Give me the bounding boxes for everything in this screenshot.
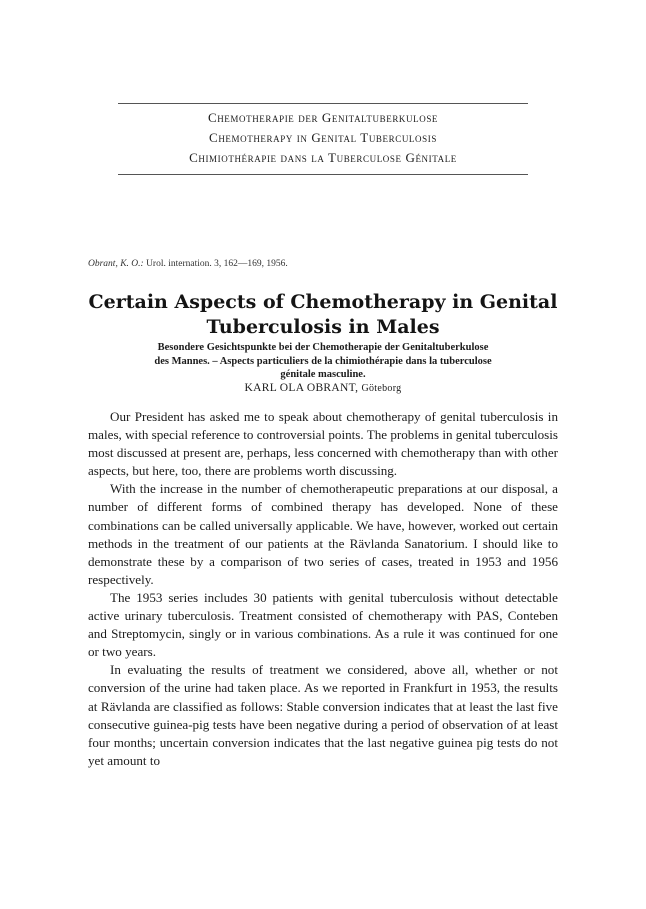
header-line-english: Chemotherapy in Genital Tuberculosis bbox=[209, 130, 437, 145]
article-subtitle bbox=[88, 341, 558, 382]
body-paragraph: The 1953 series includes 30 patients with genital tuberculosis without detectable active urinary tuberculosis. Treatment consisted of chemotherapy with PAS, Conteben and Streptomycin, singly or in various combinations. As a rule it was continued for one or two years. bbox=[88, 589, 558, 660]
subtitle-line: des Mannes. – Aspects particuliers de la chimiothérapie dans la tuberculose bbox=[154, 355, 492, 367]
subtitle-line: Besondere Gesichtspunkte bei der Chemotherapie der Genitaltuberkulose bbox=[157, 342, 489, 353]
body-paragraph: With the increase in the number of chemotherapeutic preparations at our disposal, a number of different forms of combined therapy has developed. None of these combinations can be called universally applicable. We have, however, worked out certain methods in the treatment of our patients at the Rävlanda Sanatorium. I should like to demonstrate these by a comparison of two series of cases, treated in 1953 and 1956 respectively. bbox=[88, 481, 558, 587]
body-paragraph: In evaluating the results of treatment we considered, above all, whether or not conversion of the urine had taken place. As we reported in Frankfurt in 1953, the results at Rävlanda are classified as follows: Stable conversion indicates that at least the last five consecutive guinea-pig tests have been negative during a period of observation of at least four months; uncertain conversion indicates that the last negative guinea pig tests do not yet amount to bbox=[88, 662, 558, 768]
citation bbox=[88, 259, 288, 269]
article-title: Certain Aspects of Chemotherapy in Genital Tuberculosis in Males bbox=[88, 291, 558, 338]
section-header bbox=[118, 108, 528, 168]
header-line-german: Chemotherapie der Genitaltuberkulose bbox=[207, 110, 439, 125]
article-body bbox=[88, 408, 558, 770]
header-top-rule bbox=[118, 103, 528, 104]
header-line-french: Chimiothérapie dans la Tuberculose Génitale bbox=[189, 150, 457, 165]
author-city: Göteborg bbox=[361, 383, 402, 394]
citation-source: Urol. internation. 3, 162—169, 1956. bbox=[146, 259, 288, 269]
header-bottom-rule bbox=[118, 174, 528, 175]
author-line bbox=[88, 382, 558, 394]
author-name: KARL OLA OBRANT, bbox=[244, 382, 359, 394]
subtitle-line: génitale masculine. bbox=[280, 369, 366, 380]
body-paragraph: Our President has asked me to speak about chemotherapy of genital tuberculosis in males, with special reference to controversial points. The problems in genital tuberculosis most discussed at present are, perhaps, less concerned with chemotherapy than with other aspects, but here, too, there are problems worth discussing. bbox=[88, 409, 558, 479]
citation-author: Obrant, K. O.: bbox=[88, 259, 144, 269]
